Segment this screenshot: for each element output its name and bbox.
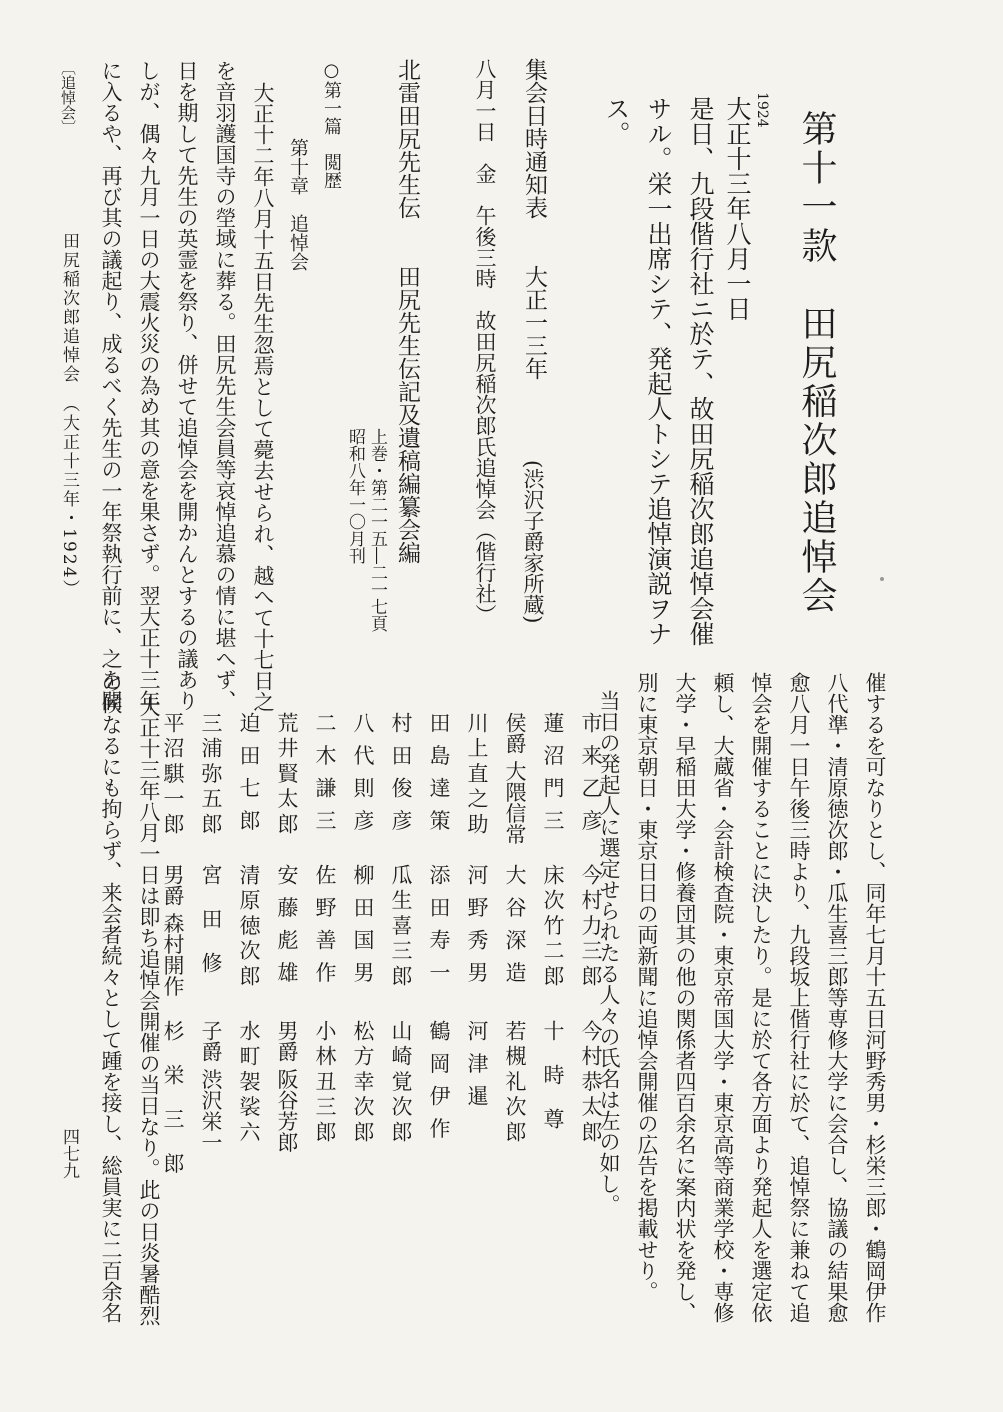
name-column [276,712,297,1152]
page-number: 四七九 [59,1128,79,1179]
name: 小林丑三郎 [313,1020,337,1146]
name: 大谷深造 [503,864,527,995]
running-header-title: 田尻稲次郎追悼会 （大正十三年・1924） [59,232,79,599]
part-heading: ○第一篇 閲歴 [321,60,342,189]
name: 田島達策 [427,712,451,843]
biography-date: 昭和八年一〇月刊 [345,428,365,564]
name: 佐野善作 [313,864,337,995]
name: 子爵 渋沢栄一 [199,1020,223,1153]
name: 市来乙彦 [579,712,603,843]
name-column [238,712,259,1152]
name: 男爵 森村開作 [161,864,185,997]
name: 床次竹二郎 [541,864,565,990]
text-line: に入るや、再び其の議起り、成るべく先生の一年祭執行前に、之を開 [99,60,123,711]
text-line: 大正十二年八月十五日先生忽焉として薨去せられ、越へて十七日之 [251,82,275,712]
text-line: 催するを可なりとし、同年七月十五日河野秀男・杉栄三郎・鶴岡伊作 [863,672,887,1323]
name: 八代則彦 [351,712,375,843]
text-line: しが、偶々九月一日の大震火災の為め其の意を果さず。翌大正十三年 [137,60,161,711]
name: 迫田七郎 [237,712,261,843]
name: 松方幸次郎 [351,1020,375,1146]
name-column [352,712,373,1152]
speck [880,577,884,581]
text-line: 当日の発起人に選定せられたる人々の氏名は左の如し。 [597,690,621,1215]
name: 清原徳次郎 [237,864,261,990]
text-line: 頼し、大蔵省・会計検査院・東京帝国大学・東京高等商業学校・専修 [711,672,735,1323]
name: 瓜生喜三郎 [389,864,413,990]
name: 蓮沼門三 [541,712,565,843]
notice-entry: 八月一日 金 午後三時 故田尻稲次郎氏追悼会（偕行社） [473,58,497,625]
name: 三浦弥五郎 [199,712,223,838]
text-line: 八代準・清原徳次郎・瓜生喜三郎等専修大学に会合し、協議の結果愈 [825,672,849,1323]
name: 安藤彪雄 [275,864,299,995]
name-column [466,712,487,1152]
name: 河津暹 [465,1020,489,1118]
name: 若槻礼次郎 [503,1020,527,1146]
name: 荒井賢太郎 [275,712,299,838]
name: 水町袈裟六 [237,1020,261,1146]
text-line: 日を期して先生の英霊を祭り、併せて追悼会を開かんとするの議あり [175,60,199,711]
body-line: 是日、九段偕行社ニ於テ、故田尻稲次郎追悼会催 [686,96,715,646]
running-header-tag: 〔追悼会〕 [59,60,77,135]
name: 杉栄三郎 [161,1020,185,1197]
name: 男爵 阪谷芳郎 [275,1020,299,1153]
text-line: 別に東京朝日・東京日日の両新聞に追悼会開催の広告を掲載せり。 [635,672,659,1302]
body-line: ス。 [602,96,631,146]
name: 河野秀男 [465,864,489,995]
name: 十時尊 [541,1020,565,1153]
name: 侯爵 大隈信常 [503,712,527,845]
name: 山崎覚次郎 [389,1020,413,1146]
year-number: 1924 [754,92,770,128]
name-column [161,712,185,1197]
name-column [390,712,411,1152]
entry-date: 大正十三年八月一日 [723,96,752,321]
name: 宮田修 [199,864,223,997]
name: 今村力三郎 [579,864,603,990]
name: 川上直之助 [465,712,489,838]
name: 鶴岡伊作 [427,1020,451,1151]
name: 添田寿一 [427,864,451,995]
name-column [428,712,449,1152]
notice-title: 集会日時通知表 大正一三年 [521,58,547,380]
name: 柳田国男 [351,864,375,995]
name: 平沼騏一郎 [161,712,185,838]
text-line: を音羽護国寺の塋域に葬る。田尻先生会員等哀悼追慕の情に堪へず、 [213,60,237,711]
chapter-heading: 第十章 追悼会 [287,138,309,271]
notice-source: (渋沢子爵家所蔵) [521,460,545,624]
name: 二木謙三 [313,712,337,843]
text-line: 大正十三年八月一日は即ち追悼会開催の当日なり。此の日炎暑酷烈 [137,696,161,1326]
biography-title: 北雷田尻先生伝 田尻先生伝記及遺稿編纂会編 [394,58,420,564]
name: 村田俊彦 [389,712,413,843]
biography-volume: 上巻・第二一五―二一七頁 [367,428,387,632]
name-column [314,712,335,1152]
text-line: 大学・早稲田大学・修養団其の他の関係者四百余名に案内状を発し、 [673,672,697,1323]
name: 今村恭太郎 [579,1020,603,1146]
text-line: の候なるにも拘らず、来会者続々として踵を接し、総員実に二百余名 [99,672,123,1323]
name-column [200,712,221,1152]
name-column [542,712,563,1152]
text-line: 悼会を開催することに決したり。是に於て各方面より発起人を選定依 [749,672,773,1323]
text-line: 愈八月一日午後三時より、九段坂上偕行社に於て、追悼祭に兼ねて追 [787,672,811,1323]
section-title: 第十一款 田尻稲次郎追悼会 [796,110,837,616]
name-column [504,712,525,1152]
name-column [580,712,601,1152]
body-line: サル。栄一出席シテ、発起人トシテ追悼演説ヲナ [644,96,673,646]
